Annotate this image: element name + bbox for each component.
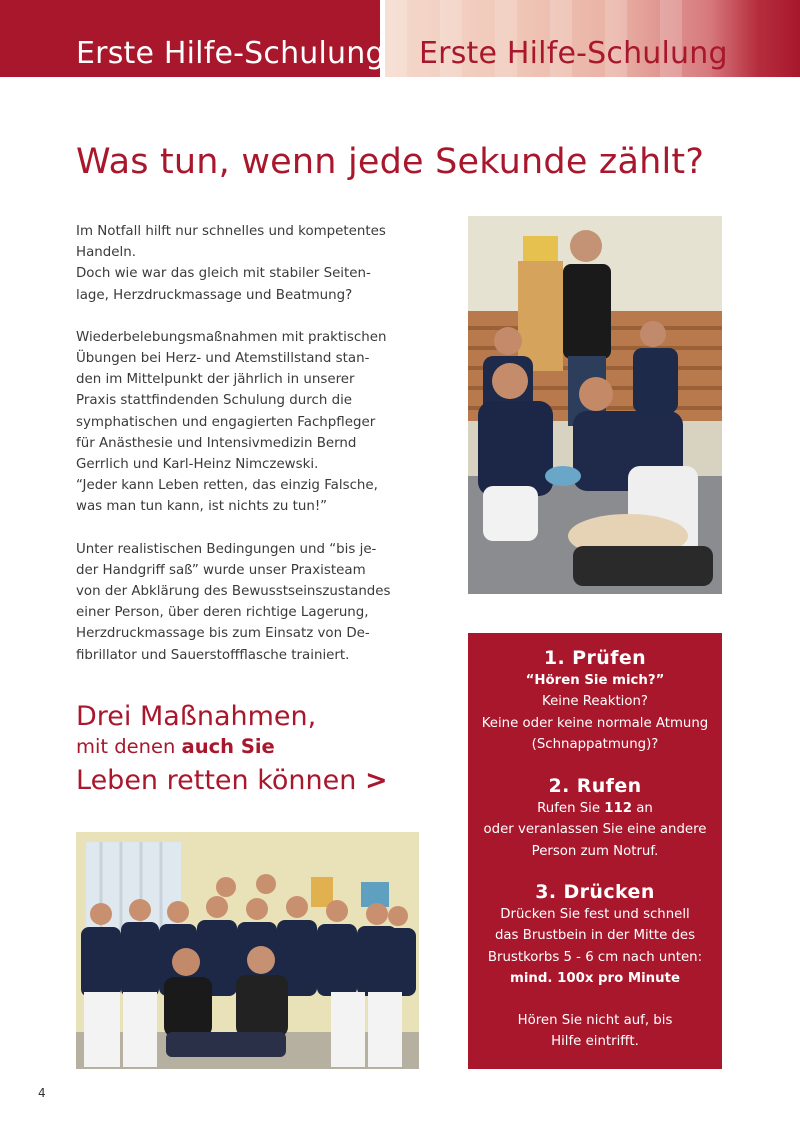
text-line: Herzdruckmassage bis zum Einsatz von De-	[76, 626, 370, 642]
step-quote: “Hören Sie mich?”	[525, 673, 665, 688]
text-line: Unter realistischen Bedingungen und “bis je-	[76, 541, 377, 557]
text-line: fibrillator und Sauerstoffflasche trainiert.	[76, 647, 350, 663]
step-text: Rufen Sie	[537, 801, 605, 816]
tagline-text: Leben retten können	[76, 765, 357, 796]
step-line: Brustkorbs 5 - 6 cm nach unten:	[487, 949, 703, 965]
emergency-number: 112	[604, 801, 633, 816]
step-title: 1. Prüfen	[543, 647, 647, 669]
text-line: Wiederbelebungsmaßnahmen mit praktischen	[76, 329, 387, 345]
page-headline: Was tun, wenn jede Sekunde zählt?	[76, 142, 705, 182]
step-rate: mind. 100x pro Minute	[510, 970, 680, 986]
tagline	[76, 700, 388, 802]
step-line	[468, 798, 722, 819]
step-check	[468, 646, 722, 755]
text-line: von der Abklärung des Bewusstseinszustandes	[76, 584, 391, 600]
text-line: lage, Herzdruckmassage und Beatmung?	[76, 287, 353, 303]
step-line: Hören Sie nicht auf, bis	[517, 1013, 673, 1029]
paragraph-2	[76, 327, 394, 518]
step-compress	[468, 880, 722, 1053]
tagline-line-1: Drei Maßnahmen,	[76, 701, 317, 732]
text-line: der Handgriff saß” wurde unser Praxisteam	[76, 562, 366, 578]
text-line: Doch wie war das gleich mit stabiler Seiten-	[76, 266, 371, 282]
step-line: Keine Reaktion?	[542, 694, 648, 710]
tagline-prefix: mit denen	[76, 735, 182, 758]
article-body	[76, 221, 394, 687]
photo-cpr-training	[468, 216, 722, 594]
header-title-right: Erste Hilfe-Schulung	[419, 36, 728, 71]
tagline-emphasis: auch Sie	[181, 735, 275, 758]
tagline-line-3	[76, 760, 388, 802]
step-line: (Schnappatmung)?	[531, 736, 659, 752]
step-line: oder veranlassen Sie eine andere	[483, 822, 707, 838]
text-line: den im Mittelpunkt der jährlich in unserer	[76, 372, 355, 388]
step-line: Keine oder keine normale Atmung	[481, 715, 709, 731]
photo-team-group	[76, 832, 419, 1069]
header-title-left: Erste Hilfe-Schulung	[76, 36, 385, 71]
step-line: Hilfe eintrifft.	[551, 1034, 639, 1050]
header-stripe	[385, 0, 407, 77]
text-line: für Anästhesie und Intensivmedizin Bernd	[76, 435, 357, 451]
paragraph-1	[76, 221, 394, 306]
text-line: symphatischen und engagierten Fachpfleger	[76, 414, 376, 430]
step-spacer	[468, 989, 722, 1010]
step-call	[468, 774, 722, 862]
step-title: 3. Drücken	[535, 881, 655, 903]
text-line: “Jeder kann Leben retten, das einzig Falsche,	[76, 478, 378, 494]
text-line: Im Notfall hilft nur schnelles und kompetentes	[76, 224, 386, 239]
first-aid-steps-box	[468, 633, 722, 1069]
step-line: Drücken Sie fest und schnell	[500, 907, 690, 922]
arrow-right-icon: >	[364, 765, 388, 796]
page-number: 4	[38, 1086, 46, 1100]
step-text: an	[632, 801, 653, 816]
text-line: was man tun kann, ist nichts zu tun!”	[76, 499, 328, 515]
step-line: das Brustbein in der Mitte des	[494, 928, 696, 944]
text-line: Praxis stattfindenden Schulung durch die	[76, 393, 353, 409]
step-title: 2. Rufen	[548, 775, 642, 797]
step-line: Person zum Notruf.	[531, 843, 659, 859]
text-line: Übungen bei Herz- und Atemstillstand stan-	[76, 351, 370, 367]
tagline-line-2	[76, 734, 388, 760]
paragraph-3	[76, 539, 394, 666]
text-line: Handeln.	[76, 245, 136, 261]
text-line: einer Person, über deren richtige Lagerung,	[76, 605, 369, 621]
text-line: Gerrlich und Karl-Heinz Nimczewski.	[76, 457, 319, 473]
